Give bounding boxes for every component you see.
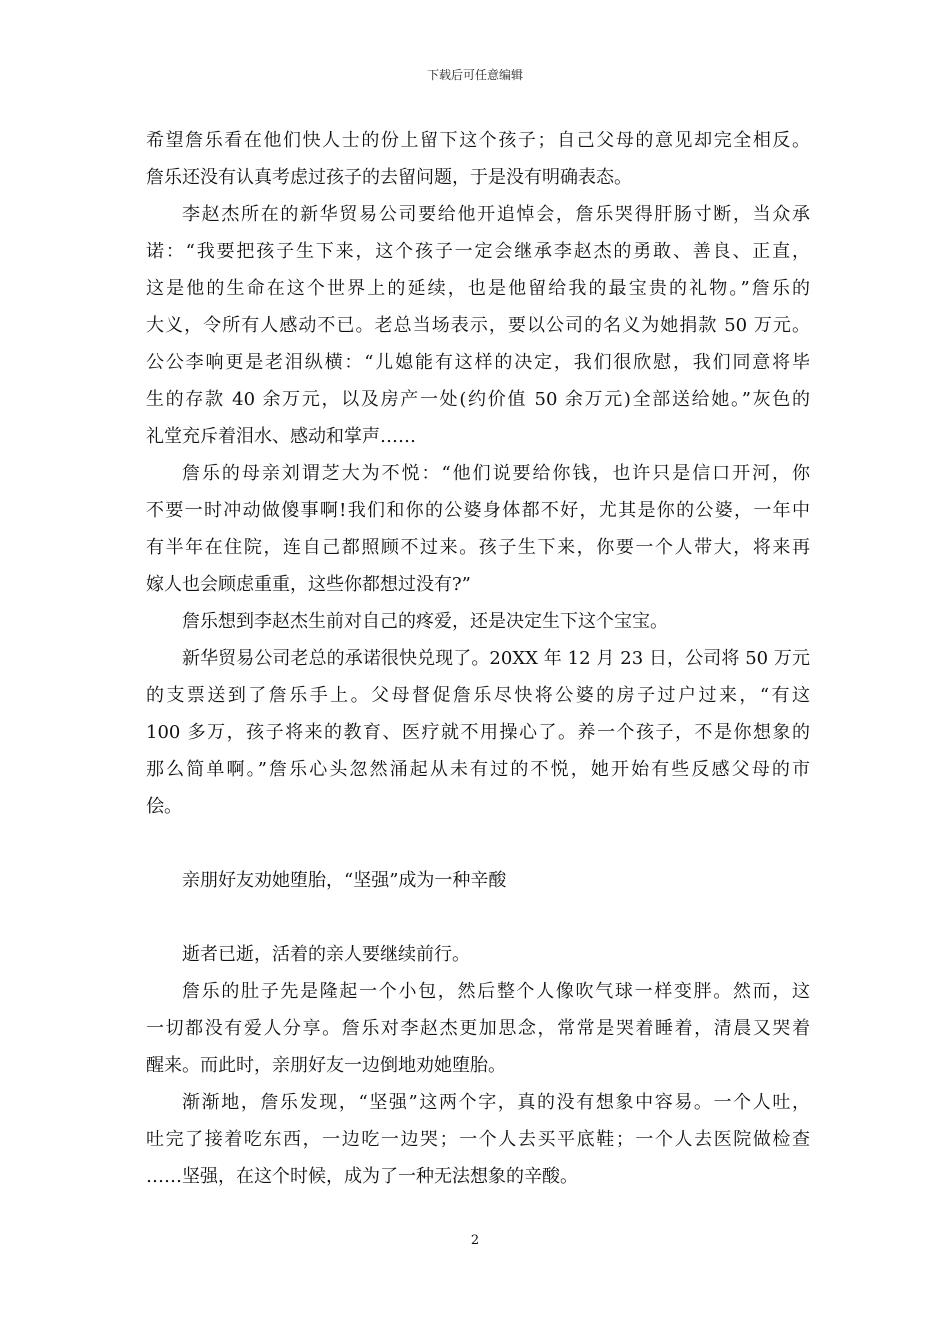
text-line: 礼堂充斥着泪水、感动和掌声…… (146, 426, 416, 447)
text-line: 100 多万，孩子将来的教育、医疗就不用操心了。养一个孩子，不是你想象的 (146, 722, 810, 743)
text-line: 吐完了接着吃东西，一边吃一边哭；一个人去买平底鞋；一个人去医院做检查 (146, 1129, 810, 1150)
text-line: 侩。 (146, 796, 182, 817)
text-line: 嫁人也会顾虑重重，这些你都想过没有?” (146, 574, 471, 595)
section-heading: 亲朋好友劝她堕胎，“坚强”成为一种辛酸 (182, 870, 507, 891)
text-line: ……坚强，在这个时候，成为了一种无法想象的辛酸。 (146, 1166, 578, 1187)
blank-line (146, 825, 810, 862)
text-line: 有半年在住院，连自己都照顾不过来。孩子生下来，你要一个人带大，将来再 (146, 537, 810, 558)
text-line: 詹乐的肚子先是隆起一个小包，然后整个人像吹气球一样变胖。然而，这 (182, 981, 810, 1002)
text-line: 那么简单啊。”詹乐心头忽然涌起从未有过的不悦，她开始有些反感父母的市 (146, 759, 810, 780)
document-body (146, 122, 810, 1195)
text-line: 不要一时冲动做傻事啊!我们和你的公婆身体都不好，尤其是你的公婆，一年中 (146, 500, 810, 521)
text-line: 詹乐的母亲刘谓芝大为不悦：“他们说要给你钱，也许只是信口开河，你 (182, 463, 810, 484)
text-line: 李赵杰所在的新华贸易公司要给他开追悼会，詹乐哭得肝肠寸断，当众承 (182, 204, 810, 225)
page-header: 下载后可任意编辑 (426, 68, 523, 82)
text-line: 公公李响更是老泪纵横：“儿媳能有这样的决定，我们很欣慰，我们同意将毕 (146, 352, 810, 373)
text-line: 生的存款 40 余万元，以及房产一处(约价值 50 余万元)全部送给她。”灰色的 (146, 389, 810, 410)
text-line: 渐渐地，詹乐发现，“坚强”这两个字，真的没有想象中容易。一个人吐， (182, 1092, 810, 1113)
text-line: 新华贸易公司老总的承诺很快兑现了。20XX 年 12 月 23 日，公司将 50 万元 (182, 648, 810, 669)
text-line: 一切都没有爱人分享。詹乐对李赵杰更加思念，常常是哭着睡着，清晨又哭着 (146, 1018, 810, 1039)
text-line: 大义，令所有人感动不已。老总当场表示，要以公司的名义为她捐款 50 万元。 (146, 315, 810, 336)
text-line: 的支票送到了詹乐手上。父母督促詹乐尽快将公婆的房子过户过来，“有这 (146, 685, 810, 706)
blank-line (146, 899, 810, 936)
text-line: 诺：“我要把孩子生下来，这个孩子一定会继承李赵杰的勇敢、善良、正直， (146, 241, 810, 262)
text-line: 詹乐还没有认真考虑过孩子的去留问题，于是没有明确表态。 (146, 167, 632, 188)
text-line: 希望詹乐看在他们快人士的份上留下这个孩子；自己父母的意见却完全相反。 (146, 130, 810, 151)
text-line: 这是他的生命在这个世界上的延续，也是他留给我的最宝贵的礼物。”詹乐的 (146, 278, 810, 299)
text-line: 逝者已逝，活着的亲人要继续前行。 (182, 944, 470, 965)
page-number: 2 (470, 1233, 480, 1248)
text-line: 醒来。而此时，亲朋好友一边倒地劝她堕胎。 (146, 1055, 506, 1076)
text-line: 詹乐想到李赵杰生前对自己的疼爱，还是决定生下这个宝宝。 (182, 611, 668, 632)
